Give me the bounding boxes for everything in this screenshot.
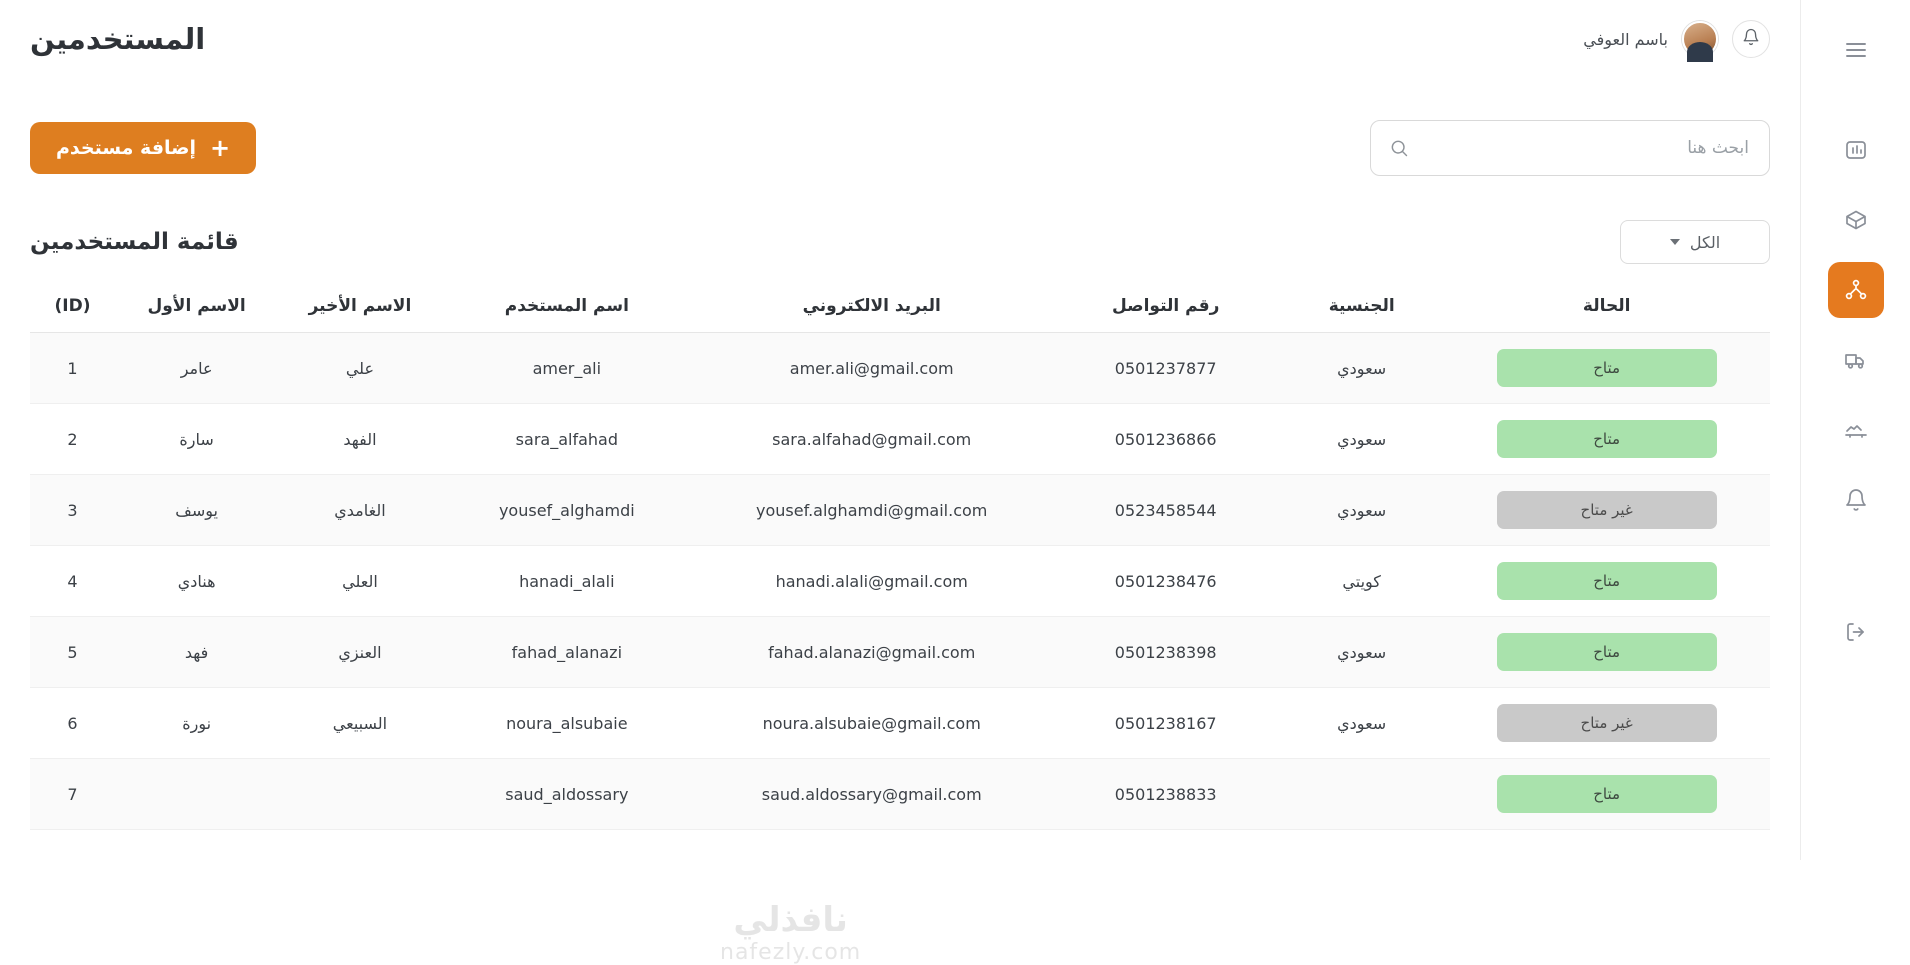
cell-last-name: الفهد bbox=[278, 404, 441, 475]
cell-first-name: يوسف bbox=[115, 475, 278, 546]
cell-status bbox=[1443, 404, 1770, 475]
cell-first-name: سارة bbox=[115, 404, 278, 475]
add-user-label: إضافة مستخدم bbox=[56, 137, 197, 159]
page-title: المستخدمين bbox=[30, 22, 206, 56]
column-header-username[interactable]: اسم المستخدم bbox=[442, 282, 692, 333]
cell-last-name: السبيعي bbox=[278, 688, 441, 759]
sidebar-item-dashboard[interactable] bbox=[1828, 122, 1884, 178]
cell-email: noura.alsubaie@gmail.com bbox=[692, 688, 1051, 759]
logout-icon bbox=[1844, 620, 1868, 644]
watermark-arabic: نافذلي bbox=[733, 900, 848, 940]
column-header-first-name[interactable]: الاسم الأول bbox=[115, 282, 278, 333]
sidebar-item-notifications[interactable] bbox=[1828, 472, 1884, 528]
table-row[interactable] bbox=[30, 759, 1770, 830]
column-header-email[interactable]: البريد الالكتروني bbox=[692, 282, 1051, 333]
cell-email: fahad.alanazi@gmail.com bbox=[692, 617, 1051, 688]
users-table-area bbox=[30, 282, 1770, 965]
notifications-button[interactable] bbox=[1732, 20, 1770, 58]
cell-id: 7 bbox=[30, 759, 115, 830]
cell-id: 2 bbox=[30, 404, 115, 475]
cell-status bbox=[1443, 617, 1770, 688]
cell-id: 6 bbox=[30, 688, 115, 759]
status-badge: متاح bbox=[1497, 562, 1717, 600]
status-filter-select[interactable] bbox=[1620, 220, 1770, 264]
cell-nationality: سعودي bbox=[1280, 404, 1443, 475]
cell-email: amer.ali@gmail.com bbox=[692, 333, 1051, 404]
cell-first-name: عامر bbox=[115, 333, 278, 404]
cell-status bbox=[1443, 688, 1770, 759]
chart-bars-icon bbox=[1844, 138, 1868, 162]
sidebar-item-menu[interactable] bbox=[1828, 22, 1884, 78]
cell-status bbox=[1443, 475, 1770, 546]
cell-username: noura_alsubaie bbox=[442, 688, 692, 759]
handshake-service-icon bbox=[1844, 418, 1868, 442]
cell-id: 1 bbox=[30, 333, 115, 404]
cell-phone: 0501238167 bbox=[1051, 688, 1280, 759]
list-header bbox=[0, 176, 1800, 264]
cell-id: 3 bbox=[30, 475, 115, 546]
box-package-icon bbox=[1844, 208, 1868, 232]
status-badge: غير متاح bbox=[1497, 491, 1717, 529]
status-badge: متاح bbox=[1497, 775, 1717, 813]
cell-last-name bbox=[278, 759, 441, 830]
search-box[interactable] bbox=[1370, 120, 1770, 176]
column-header-last-name[interactable]: الاسم الأخير bbox=[278, 282, 441, 333]
table-row[interactable] bbox=[30, 688, 1770, 759]
cell-status bbox=[1443, 546, 1770, 617]
table-row[interactable] bbox=[30, 546, 1770, 617]
table-row[interactable] bbox=[30, 617, 1770, 688]
table-head bbox=[30, 282, 1770, 333]
sidebar-item-users[interactable] bbox=[1828, 262, 1884, 318]
cell-nationality: كويتي bbox=[1280, 546, 1443, 617]
add-user-button[interactable] bbox=[30, 122, 256, 174]
cell-first-name bbox=[115, 759, 278, 830]
hamburger-menu-icon bbox=[1844, 38, 1868, 62]
cell-nationality: سعودي bbox=[1280, 688, 1443, 759]
status-badge: متاح bbox=[1497, 633, 1717, 671]
table-row[interactable] bbox=[30, 333, 1770, 404]
column-header-id[interactable]: (ID) bbox=[30, 282, 115, 333]
cell-username: fahad_alanazi bbox=[442, 617, 692, 688]
cell-username: sara_alfahad bbox=[442, 404, 692, 475]
cell-phone: 0501237877 bbox=[1051, 333, 1280, 404]
cell-last-name: علي bbox=[278, 333, 441, 404]
column-header-nationality[interactable]: الجنسية bbox=[1280, 282, 1443, 333]
table-body bbox=[30, 333, 1770, 830]
table-row[interactable] bbox=[30, 475, 1770, 546]
top-bar bbox=[0, 0, 1800, 78]
table-row[interactable] bbox=[30, 404, 1770, 475]
sidebar-item-deliveries[interactable] bbox=[1828, 332, 1884, 388]
user-area bbox=[1583, 20, 1770, 58]
avatar[interactable] bbox=[1682, 21, 1718, 57]
cell-nationality bbox=[1280, 759, 1443, 830]
truck-delivery-icon bbox=[1844, 348, 1868, 372]
sidebar-item-services[interactable] bbox=[1828, 402, 1884, 458]
cell-id: 4 bbox=[30, 546, 115, 617]
status-filter-label: الكل bbox=[1689, 232, 1721, 252]
users-network-icon bbox=[1844, 278, 1868, 302]
status-badge: متاح bbox=[1497, 420, 1717, 458]
cell-first-name: نورة bbox=[115, 688, 278, 759]
cell-phone: 0501238476 bbox=[1051, 546, 1280, 617]
cell-username: yousef_alghamdi bbox=[442, 475, 692, 546]
cell-last-name: الغامدي bbox=[278, 475, 441, 546]
controls-row bbox=[0, 78, 1800, 176]
watermark bbox=[720, 900, 861, 965]
plus-icon: + bbox=[210, 134, 231, 162]
cell-status bbox=[1443, 759, 1770, 830]
cell-phone: 0501238833 bbox=[1051, 759, 1280, 830]
search-icon bbox=[1389, 138, 1409, 158]
cell-username: hanadi_alali bbox=[442, 546, 692, 617]
cell-email: yousef.alghamdi@gmail.com bbox=[692, 475, 1051, 546]
cell-nationality: سعودي bbox=[1280, 617, 1443, 688]
cell-nationality: سعودي bbox=[1280, 333, 1443, 404]
table-header-row bbox=[30, 282, 1770, 333]
cell-last-name: العلي bbox=[278, 546, 441, 617]
cell-nationality: سعودي bbox=[1280, 475, 1443, 546]
cell-id: 5 bbox=[30, 617, 115, 688]
sidebar-item-products[interactable] bbox=[1828, 192, 1884, 248]
sidebar bbox=[1800, 0, 1910, 860]
cell-email: sara.alfahad@gmail.com bbox=[692, 404, 1051, 475]
bell-icon bbox=[1742, 28, 1760, 50]
cell-email: saud.aldossary@gmail.com bbox=[692, 759, 1051, 830]
cell-last-name: العنزي bbox=[278, 617, 441, 688]
search-input[interactable] bbox=[1421, 137, 1751, 159]
status-badge: متاح bbox=[1497, 349, 1717, 387]
cell-first-name: هنادي bbox=[115, 546, 278, 617]
chevron-down-icon bbox=[1670, 239, 1680, 245]
bell-notification-icon bbox=[1844, 488, 1868, 512]
cell-phone: 0523458544 bbox=[1051, 475, 1280, 546]
cell-first-name: فهد bbox=[115, 617, 278, 688]
status-badge: غير متاح bbox=[1497, 704, 1717, 742]
users-table bbox=[30, 282, 1770, 830]
list-title: قائمة المستخدمين bbox=[30, 229, 239, 255]
cell-phone: 0501236866 bbox=[1051, 404, 1280, 475]
cell-status bbox=[1443, 333, 1770, 404]
cell-phone: 0501238398 bbox=[1051, 617, 1280, 688]
column-header-status[interactable]: الحالة bbox=[1443, 282, 1770, 333]
sidebar-item-logout[interactable] bbox=[1828, 604, 1884, 660]
cell-email: hanadi.alali@gmail.com bbox=[692, 546, 1051, 617]
watermark-latin: nafezly.com bbox=[720, 940, 862, 965]
column-header-phone[interactable]: رقم التواصل bbox=[1051, 282, 1280, 333]
user-name: باسم العوفي bbox=[1583, 29, 1668, 49]
cell-username: amer_ali bbox=[442, 333, 692, 404]
cell-username: saud_aldossary bbox=[442, 759, 692, 830]
